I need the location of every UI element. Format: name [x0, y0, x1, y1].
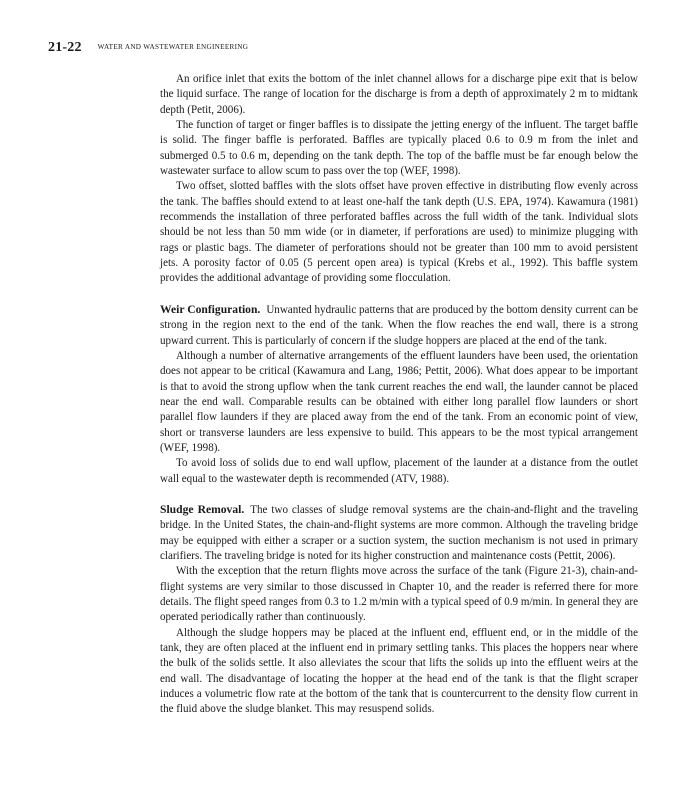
section-weir-configuration	[160, 302, 638, 349]
paragraph-weir-launders: Although a number of alternative arrangements of the effluent launders have been used, the orientation does not appear to be critical (Kawamura and Lang, 1986; Pettit, 2006). What does appear to be important is that to avoid the strong upflow when the tank current reaches the end wall, the launder cannot be placed near the end wall. Comparable results can be obtained with either long parallel flow launders or short parallel flow launders if they are placed away from the end of the tank. From an economic point of view, short or transverse launders are less expensive to build. This appears to be the most typical arrangement (WEF, 1998).	[160, 349, 638, 454]
body-text	[160, 72, 638, 718]
paragraph-sludge-hoppers: Although the sludge hoppers may be placed at the influent end, effluent end, or in the middle of the tank, they are often placed at the influent end in primary settling tanks. This places the hoppers near where the bulk of the solids settle. It also alleviates the scour that lifts the solids up into the effluent weirs at the end wall. The disadvantage of locating the hopper at the head end of the tank is that the flight scraper induces a volumetric flow rate at the bottom of the tank that is countercurrent to the density flow current in the fluid above the sludge blanket. This may resuspend solids.	[160, 626, 638, 716]
section-sludge-removal	[160, 502, 638, 564]
paragraph-slotted-baffles: Two offset, slotted baffles with the slots offset have proven effective in distributing flow evenly across the tank. The baffles should extend to at least one-half the tank depth (U.S. EPA, 1974). Kawamura (1981) recommends the installation of three perforated baffles across the full width of the tank. Individual slots should be not less than 50 mm wide (or in diameter, if perforations are used) to minimize plugging with rags or plastic bags. The diameter of perforations should not be greater than 100 mm to avoid persistent jets. A porosity factor of 0.05 (5 percent open area) is typical (Krebs et al., 1992). This baffle system provides the additional advantage of providing some flocculation.	[160, 180, 638, 285]
running-title: WATER AND WASTEWATER ENGINEERING	[97, 43, 249, 51]
paragraph-sludge-systems: The two classes of sludge removal systems are the chain-and-flight and the traveling bridge. In the United States, the chain-and-flight systems are more common. Although the traveling bridge may be equipped with either a scraper or a suction system, the suction mechanism is not used in primary clarifiers. The traveling bridge is noted for its higher construction and maintenance costs (Pettit, 2006).	[160, 503, 639, 562]
paragraph-target-baffles: The function of target or finger baffles is to dissipate the jetting energy of the influent. The target baffle is solid. The finger baffle is perforated. Baffles are typically placed 0.6 to 0.9 m from the inlet and submerged 0.5 to 0.6 m, depending on the tank depth. The top of the baffle must be far enough below the wastewater surface to allow scum to pass over the top (WEF, 1998).	[160, 119, 638, 178]
heading-sludge-removal: Sludge Removal.	[160, 502, 245, 516]
running-head	[48, 38, 248, 56]
page-number: 21-22	[48, 40, 82, 55]
heading-weir-configuration: Weir Configuration.	[160, 302, 261, 316]
paragraph-weir-density-current: Unwanted hydraulic patterns that are produced by the bottom density current can be strong in the region next to the end of the tank. When the flow reaches the end wall, there is a strong upward current. This is particularly of concern if the sludge hoppers are placed at the end of the tank.	[160, 303, 638, 347]
paragraph-orifice-inlet: An orifice inlet that exits the bottom of the inlet channel allows for a discharge pipe exit that is below the liquid surface. The range of location for the discharge is from a depth of approximately 2 m to midtank depth (Petit, 2006).	[160, 73, 638, 116]
paragraph-weir-placement: To avoid loss of solids due to end wall upflow, placement of the launder at a distance from the outlet wall equal to the wastewater depth is recommended (ATV, 1988).	[160, 457, 638, 485]
paragraph-chain-and-flight: With the exception that the return flights move across the surface of the tank (Figure 21-3), chain-and-flight systems are very similar to those discussed in Chapter 10, and the reader is referred there for more details. The flight speed ranges from 0.3 to 1.2 m/min with a typical speed of 0.9 m/min. In general they are operated periodically rather than continuously.	[160, 565, 638, 624]
